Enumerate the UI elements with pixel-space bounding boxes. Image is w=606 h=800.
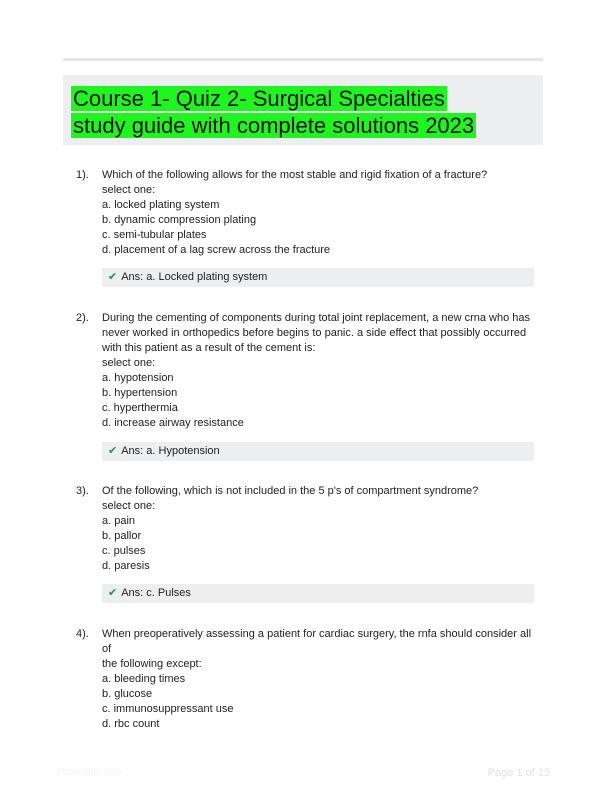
question-prompt: select one: bbox=[102, 357, 156, 369]
option-c: c. immunosuppressant use bbox=[102, 703, 234, 715]
option-b: b. pallor bbox=[102, 530, 142, 542]
option-a: a. hypotension bbox=[102, 372, 174, 384]
page-title: Course 1- Quiz 2- Surgical Specialties study guide with complete solutions 2023 bbox=[73, 86, 475, 138]
question-text: During the cementing of components during total joint replacement, a new crna who has bbox=[102, 312, 531, 324]
answer-box bbox=[102, 268, 534, 287]
answer-box bbox=[102, 584, 534, 603]
checkmark-icon: ✔ bbox=[108, 271, 118, 283]
question-text: with this patient as a result of the cement is: bbox=[102, 342, 316, 354]
option-c: c. semi-tubular plates bbox=[102, 229, 207, 241]
checkmark-icon: ✔ bbox=[108, 445, 118, 457]
question-body bbox=[102, 168, 542, 258]
question-text: When preoperatively assessing a patient for cardiac surgery, the rnfa should consider all of bbox=[102, 628, 532, 655]
answer-box bbox=[102, 442, 534, 461]
title-banner bbox=[63, 75, 543, 145]
question-body bbox=[102, 311, 542, 431]
option-b: b. hypertension bbox=[102, 387, 178, 399]
question-prompt: select one: bbox=[102, 184, 156, 196]
option-d: d. increase airway resistance bbox=[102, 417, 244, 429]
question-text: Which of the following allows for the most stable and rigid fixation of a fracture? bbox=[102, 169, 488, 181]
option-d: d. paresis bbox=[102, 560, 150, 572]
footer-watermark: Paperlibic.com bbox=[57, 767, 123, 778]
question-text: the following except: bbox=[102, 658, 202, 670]
option-d: d. rbc count bbox=[102, 718, 160, 730]
option-b: b. dynamic compression plating bbox=[102, 214, 257, 226]
question-prompt: select one: bbox=[102, 500, 156, 512]
question-number: 2). bbox=[76, 312, 89, 324]
top-divider bbox=[63, 58, 543, 61]
option-c: c. hyperthermia bbox=[102, 402, 178, 414]
option-b: b. glucose bbox=[102, 688, 153, 700]
option-c: c. pulses bbox=[102, 545, 146, 557]
option-a: a. bleeding times bbox=[102, 673, 186, 685]
question-text: never worked in orthopedics before begins to panic. a side effect that possibly occurred bbox=[102, 327, 527, 339]
question-number: 1). bbox=[76, 169, 89, 181]
page-number: Page 1 of 13 bbox=[487, 767, 550, 779]
question-body bbox=[102, 627, 542, 732]
question-body bbox=[102, 484, 542, 574]
question-number: 4). bbox=[76, 628, 89, 640]
answer-text: Ans: a. Locked plating system bbox=[121, 271, 268, 283]
question-number: 3). bbox=[76, 485, 89, 497]
question-text: Of the following, which is not included in the 5 p's of compartment syndrome? bbox=[102, 485, 479, 497]
answer-text: Ans: c. Pulses bbox=[121, 587, 191, 599]
option-a: a. locked plating system bbox=[102, 199, 220, 211]
answer-text: Ans: a. Hypotension bbox=[121, 445, 220, 457]
option-d: d. placement of a lag screw across the fracture bbox=[102, 244, 331, 256]
option-a: a. pain bbox=[102, 515, 136, 527]
checkmark-icon: ✔ bbox=[108, 587, 118, 599]
